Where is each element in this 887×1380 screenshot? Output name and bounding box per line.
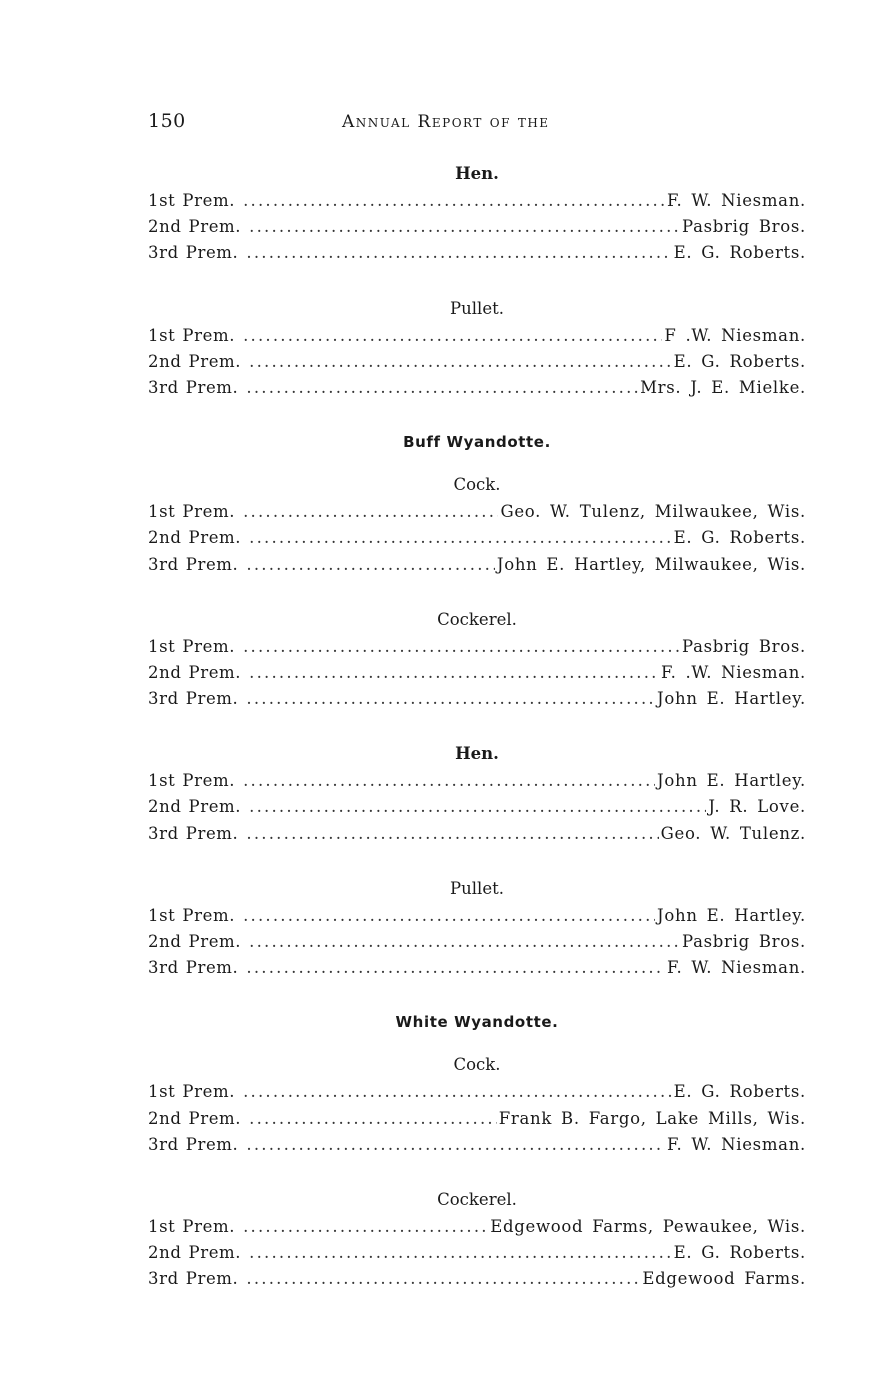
place-ordinal: 3rd bbox=[148, 1269, 179, 1289]
breed-group bbox=[148, 1009, 806, 1292]
winner-name: F. W. Niesman. bbox=[666, 191, 806, 210]
dot-leader bbox=[243, 499, 498, 525]
dot-leader bbox=[243, 634, 680, 660]
place-label: Prem. bbox=[182, 1216, 236, 1236]
placing bbox=[148, 660, 241, 686]
winner-name: John E. Hartley. bbox=[657, 771, 806, 791]
placing bbox=[148, 768, 235, 794]
winner-name: Pasbrig Bros. bbox=[682, 217, 806, 237]
dot-leader bbox=[249, 929, 680, 955]
award-entry bbox=[148, 768, 806, 794]
place-ordinal: 2nd bbox=[148, 1243, 182, 1263]
premium-list bbox=[148, 160, 806, 1321]
place-ordinal: 2nd bbox=[148, 1108, 182, 1128]
winner-name: F. W. Niesman. bbox=[666, 958, 806, 978]
section-title: Pullet. bbox=[450, 298, 504, 318]
placing bbox=[148, 955, 238, 981]
winner-name: Pasbrig Bros. bbox=[682, 636, 806, 656]
section-title: Hen. bbox=[455, 164, 499, 183]
award-entry bbox=[148, 188, 806, 214]
placing bbox=[148, 1240, 241, 1266]
page-header bbox=[148, 108, 808, 138]
place-label: Prem. bbox=[188, 1243, 242, 1263]
placing bbox=[148, 1106, 241, 1132]
place-label: Prem. bbox=[188, 662, 242, 682]
running-title: Annual Report of the bbox=[342, 112, 550, 132]
place-ordinal: 2nd bbox=[148, 351, 182, 371]
placing bbox=[148, 1079, 235, 1105]
place-label: Prem. bbox=[188, 797, 242, 817]
placing bbox=[148, 323, 235, 349]
dot-leader bbox=[246, 821, 658, 847]
place-label: Prem. bbox=[188, 932, 242, 951]
place-ordinal: 2nd bbox=[148, 528, 182, 548]
section-title: Cock. bbox=[453, 475, 501, 495]
winner-name: E. G. Roberts. bbox=[673, 1082, 806, 1102]
award-section bbox=[148, 740, 806, 847]
award-entry bbox=[148, 1079, 806, 1105]
award-entry bbox=[148, 955, 806, 981]
page-number: 150 bbox=[148, 110, 186, 132]
dot-leader bbox=[243, 1214, 488, 1240]
section-title: Cock. bbox=[453, 1055, 501, 1075]
dot-leader bbox=[246, 1266, 640, 1292]
place-label: Prem. bbox=[188, 351, 242, 371]
winner-name: Edgewood Farms, Pewaukee, Wis. bbox=[490, 1216, 806, 1236]
award-entry bbox=[148, 634, 806, 660]
section-title: Pullet. bbox=[450, 878, 504, 898]
place-ordinal: 3rd bbox=[148, 823, 179, 843]
award-entry bbox=[148, 1106, 806, 1132]
place-label: Prem. bbox=[182, 1082, 236, 1102]
winner-name: E. G. Roberts. bbox=[673, 351, 806, 371]
place-label: Prem. bbox=[185, 689, 239, 709]
placing bbox=[148, 214, 241, 240]
place-label: Prem. bbox=[185, 823, 239, 843]
place-ordinal: 3rd bbox=[148, 689, 179, 709]
winner-name: John E. Hartley, Milwaukee, Wis. bbox=[496, 554, 806, 574]
award-entry bbox=[148, 794, 806, 820]
place-ordinal: 1st bbox=[148, 636, 176, 656]
winner-name: Frank B. Fargo, Lake Mills, Wis. bbox=[498, 1108, 806, 1128]
place-ordinal: 2nd bbox=[148, 217, 182, 237]
placing bbox=[148, 1214, 235, 1240]
award-entry bbox=[148, 499, 806, 525]
breed-group bbox=[148, 429, 806, 981]
placing bbox=[148, 349, 241, 375]
award-entry bbox=[148, 349, 806, 375]
dot-leader bbox=[243, 1079, 672, 1105]
winner-name: Edgewood Farms. bbox=[642, 1269, 806, 1289]
dot-leader bbox=[246, 375, 638, 401]
award-entry bbox=[148, 929, 806, 955]
placing bbox=[148, 375, 238, 401]
place-ordinal: 1st bbox=[148, 1082, 176, 1102]
place-label: Prem. bbox=[182, 191, 236, 210]
place-label: Prem. bbox=[188, 528, 242, 548]
place-ordinal: 2nd bbox=[148, 797, 182, 817]
place-ordinal: 3rd bbox=[148, 1134, 179, 1154]
place-label: Prem. bbox=[182, 325, 236, 345]
dot-leader bbox=[243, 188, 665, 214]
placing bbox=[148, 686, 238, 712]
place-ordinal: 3rd bbox=[148, 958, 179, 978]
dot-leader bbox=[246, 240, 671, 266]
dot-leader bbox=[246, 955, 665, 981]
award-entry bbox=[148, 1266, 806, 1292]
dot-leader bbox=[246, 686, 655, 712]
dot-leader bbox=[243, 903, 655, 929]
placing bbox=[148, 525, 241, 551]
award-section bbox=[148, 471, 806, 578]
place-ordinal: 2nd bbox=[148, 932, 182, 951]
placing bbox=[148, 794, 241, 820]
dot-leader bbox=[243, 323, 662, 349]
breed-heading: White Wyandotte. bbox=[395, 1013, 559, 1032]
breed-group bbox=[148, 160, 806, 401]
award-section bbox=[148, 160, 806, 267]
place-ordinal: 3rd bbox=[148, 554, 179, 574]
place-ordinal: 1st bbox=[148, 191, 176, 210]
placing bbox=[148, 929, 241, 955]
place-label: Prem. bbox=[185, 377, 239, 397]
placing bbox=[148, 240, 238, 266]
place-ordinal: 3rd bbox=[148, 243, 179, 263]
place-ordinal: 1st bbox=[148, 1216, 176, 1236]
dot-leader bbox=[249, 214, 680, 240]
dot-leader bbox=[249, 660, 659, 686]
award-entry bbox=[148, 1240, 806, 1266]
placing bbox=[148, 1132, 238, 1158]
place-label: Prem. bbox=[185, 1134, 239, 1154]
dot-leader bbox=[249, 349, 672, 375]
place-label: Prem. bbox=[182, 502, 236, 522]
place-label: Prem. bbox=[182, 636, 236, 656]
winner-name: Mrs. J. E. Mielke. bbox=[640, 377, 806, 397]
place-label: Prem. bbox=[182, 771, 236, 791]
place-label: Prem. bbox=[188, 1108, 242, 1128]
place-label: Prem. bbox=[185, 958, 239, 978]
winner-name: Geo. W. Tulenz, Milwaukee, Wis. bbox=[500, 502, 806, 522]
placing bbox=[148, 552, 238, 578]
place-label: Prem. bbox=[185, 554, 239, 574]
placing bbox=[148, 821, 238, 847]
section-title: Cockerel. bbox=[437, 1189, 517, 1209]
winner-name: J. R. Love. bbox=[708, 797, 806, 817]
place-label: Prem. bbox=[185, 1269, 239, 1289]
award-section bbox=[148, 875, 806, 982]
placing bbox=[148, 1266, 238, 1292]
winner-name: F. W. Niesman. bbox=[666, 1134, 806, 1154]
award-entry bbox=[148, 552, 806, 578]
dot-leader bbox=[246, 1132, 665, 1158]
dot-leader bbox=[249, 1106, 497, 1132]
award-entry bbox=[148, 1132, 806, 1158]
winner-name: Geo. W. Tulenz. bbox=[660, 823, 806, 843]
dot-leader bbox=[249, 525, 672, 551]
award-entry bbox=[148, 686, 806, 712]
placing bbox=[148, 188, 235, 214]
breed-heading: Buff Wyandotte. bbox=[403, 433, 551, 452]
place-ordinal: 1st bbox=[148, 905, 176, 925]
section-title: Cockerel. bbox=[437, 609, 517, 629]
place-ordinal: 2nd bbox=[148, 662, 182, 682]
place-label: Prem. bbox=[185, 243, 239, 263]
place-label: Prem. bbox=[182, 905, 236, 925]
winner-name: E. G. Roberts. bbox=[673, 528, 806, 548]
placing bbox=[148, 634, 235, 660]
winner-name: E. G. Roberts. bbox=[673, 243, 806, 263]
winner-name: John E. Hartley. bbox=[657, 689, 806, 709]
placing bbox=[148, 499, 235, 525]
award-section bbox=[148, 295, 806, 402]
award-section bbox=[148, 1051, 806, 1158]
dot-leader bbox=[246, 552, 494, 578]
award-entry bbox=[148, 240, 806, 266]
award-entry bbox=[148, 323, 806, 349]
place-ordinal: 1st bbox=[148, 502, 176, 522]
winner-name: F. .W. Niesman. bbox=[661, 662, 806, 682]
award-entry bbox=[148, 525, 806, 551]
winner-name: E. G. Roberts. bbox=[673, 1243, 806, 1263]
award-entry bbox=[148, 903, 806, 929]
place-ordinal: 3rd bbox=[148, 377, 179, 397]
placing bbox=[148, 903, 235, 929]
award-entry bbox=[148, 375, 806, 401]
place-ordinal: 1st bbox=[148, 771, 176, 791]
winner-name: Pasbrig Bros. bbox=[682, 932, 806, 951]
award-entry bbox=[148, 660, 806, 686]
award-section bbox=[148, 1186, 806, 1293]
winner-name: F .W. Niesman. bbox=[664, 325, 806, 345]
award-entry bbox=[148, 214, 806, 240]
winner-name: John E. Hartley. bbox=[657, 905, 806, 925]
section-title: Hen. bbox=[455, 744, 499, 764]
dot-leader bbox=[249, 794, 706, 820]
award-entry bbox=[148, 821, 806, 847]
place-ordinal: 1st bbox=[148, 325, 176, 345]
dot-leader bbox=[243, 768, 655, 794]
award-entry bbox=[148, 1214, 806, 1240]
place-label: Prem. bbox=[188, 217, 242, 237]
dot-leader bbox=[249, 1240, 672, 1266]
award-section bbox=[148, 606, 806, 713]
